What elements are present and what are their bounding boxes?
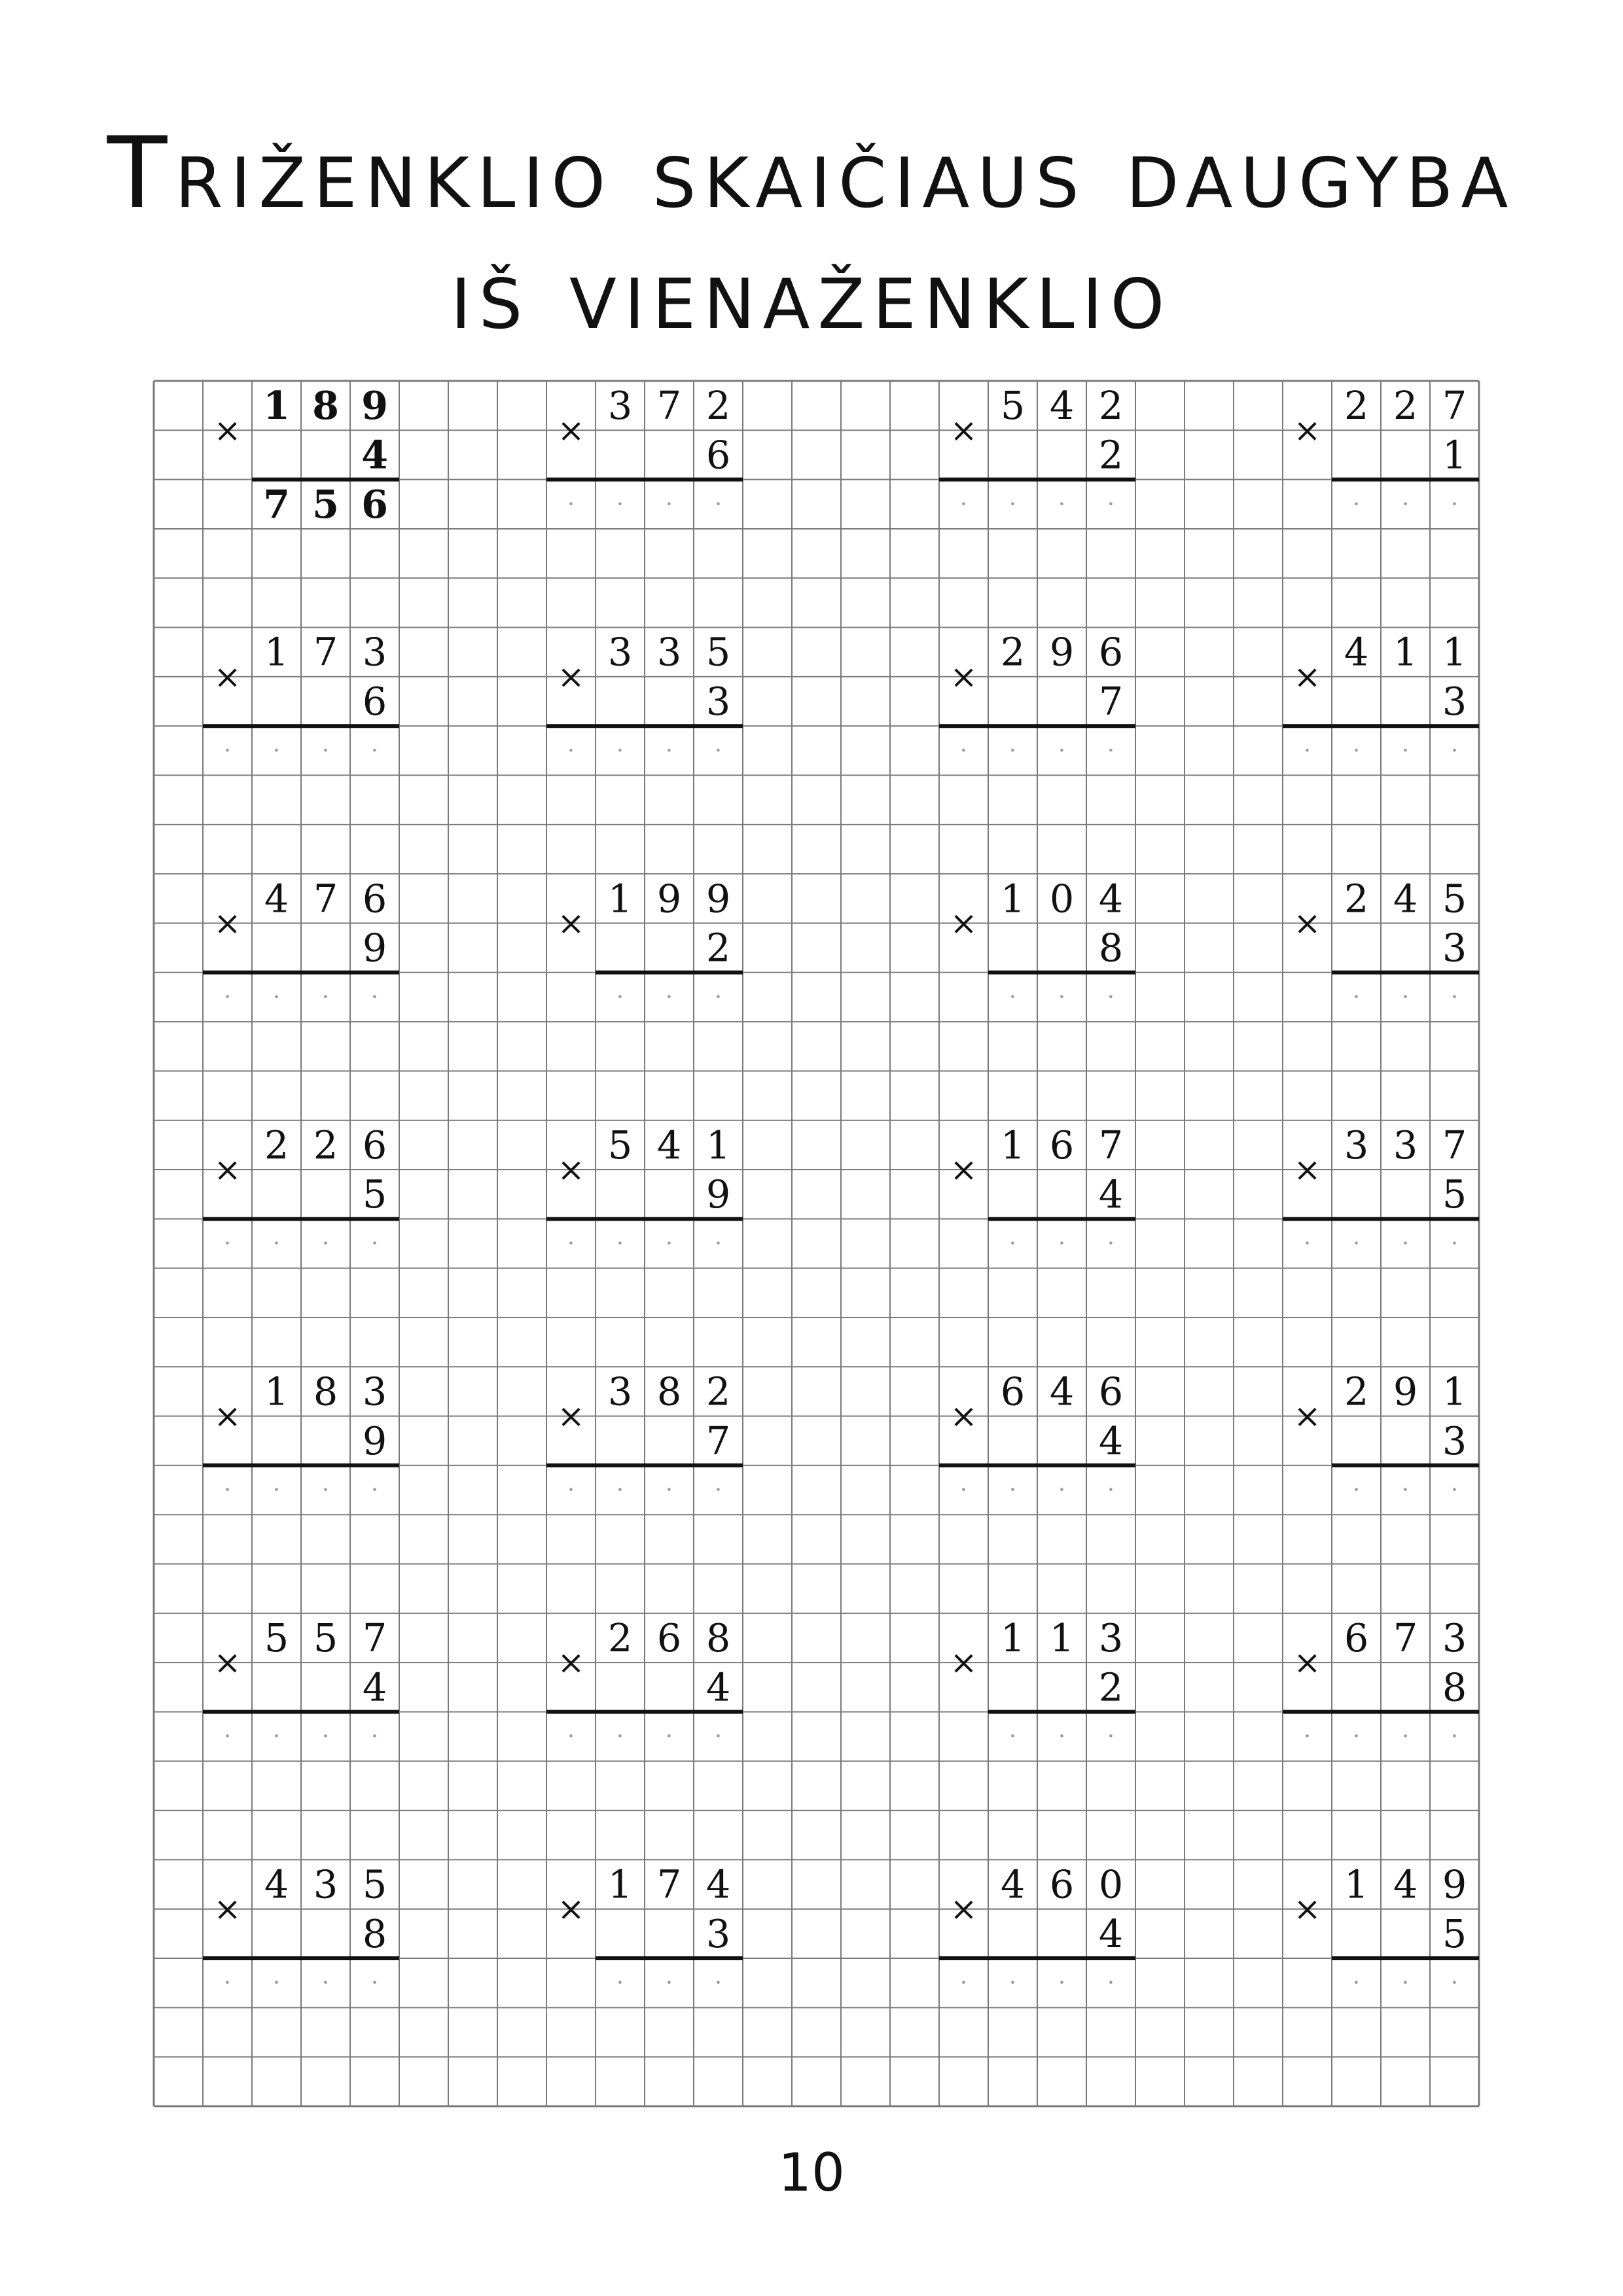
multiplicand-digit: 6 xyxy=(656,1615,682,1661)
answer-placeholder: · xyxy=(1107,983,1115,1011)
multiplier-digit: 9 xyxy=(705,1172,731,1217)
answer-placeholder: · xyxy=(1008,983,1017,1011)
multiplicand-digit: 4 xyxy=(264,876,289,922)
multiplier-digit: 4 xyxy=(1098,1418,1124,1463)
answer-placeholder: · xyxy=(1450,983,1459,1011)
multiply-sign: × xyxy=(1293,1397,1321,1435)
answer-placeholder: · xyxy=(321,1969,330,1997)
answer-placeholder: · xyxy=(1401,1723,1410,1750)
multiplicand-digit: 3 xyxy=(313,1861,338,1907)
answer-placeholder: · xyxy=(714,490,722,518)
multiplicand-digit: 9 xyxy=(361,383,388,429)
multiplicand-digit: 4 xyxy=(1098,876,1124,922)
product-digit: 6 xyxy=(361,481,388,527)
multiplicand-digit: 8 xyxy=(656,1369,682,1414)
answer-placeholder: · xyxy=(321,983,330,1011)
multiplicand-digit: 7 xyxy=(313,876,338,922)
product-digit: 7 xyxy=(263,481,290,527)
multiplicand-digit: 3 xyxy=(656,629,682,675)
multiply-sign: × xyxy=(950,904,978,942)
answer-placeholder: · xyxy=(272,1969,281,1997)
multiplicand-digit: 4 xyxy=(1049,383,1075,429)
answer-placeholder: · xyxy=(1058,1723,1066,1750)
answer-placeholder: · xyxy=(1107,1969,1115,1997)
answer-placeholder: · xyxy=(223,1477,232,1504)
multiplier-digit: 3 xyxy=(705,679,731,725)
answer-placeholder: · xyxy=(1008,490,1017,518)
multiplicand-digit: 6 xyxy=(1049,1122,1075,1168)
multiplicand-digit: 1 xyxy=(607,1861,633,1907)
multiplicand-digit: 7 xyxy=(1442,1122,1467,1168)
answer-placeholder: · xyxy=(959,737,968,764)
multiplicand-digit: 8 xyxy=(705,1615,731,1661)
multiply-sign: × xyxy=(557,1151,585,1189)
answer-placeholder: · xyxy=(370,983,379,1011)
multiplicand-digit: 6 xyxy=(362,876,387,922)
multiplicand-digit: 3 xyxy=(362,1369,387,1414)
answer-placeholder: · xyxy=(1352,1723,1361,1750)
answer-placeholder: · xyxy=(272,983,281,1011)
multiplier-digit: 9 xyxy=(362,925,387,971)
answer-placeholder: · xyxy=(272,1723,281,1750)
multiply-sign: × xyxy=(950,1151,978,1189)
answer-placeholder: · xyxy=(1401,1969,1410,1997)
multiply-sign: × xyxy=(1293,657,1321,696)
page-title-line-2: iš vienaženklio xyxy=(450,238,1173,351)
answer-placeholder: · xyxy=(1107,1477,1115,1504)
multiplier-digit: 2 xyxy=(705,925,731,971)
multiplier-digit: 2 xyxy=(1098,1664,1124,1710)
multiplicand-digit: 1 xyxy=(264,629,289,675)
multiplicand-digit: 2 xyxy=(1344,876,1369,922)
answer-placeholder: · xyxy=(616,1230,624,1257)
answer-placeholder: · xyxy=(321,1723,330,1750)
answer-placeholder: · xyxy=(321,737,330,764)
multiplicand-digit: 2 xyxy=(1098,383,1124,429)
multiply-sign: × xyxy=(213,1643,241,1682)
answer-placeholder: · xyxy=(1107,737,1115,764)
multiplicand-digit: 1 xyxy=(1049,1615,1075,1661)
answer-placeholder: · xyxy=(567,1230,575,1257)
answer-placeholder: · xyxy=(370,1230,379,1257)
answer-placeholder: · xyxy=(1450,1723,1459,1750)
multiplicand-digit: 3 xyxy=(1344,1122,1369,1168)
multiplier-digit: 8 xyxy=(1442,1664,1467,1710)
multiplicand-digit: 3 xyxy=(607,629,633,675)
multiplier-digit: 7 xyxy=(705,1418,731,1463)
multiplier-digit: 5 xyxy=(362,1172,387,1217)
multiplicand-digit: 1 xyxy=(1000,1615,1026,1661)
answer-placeholder: · xyxy=(1107,1723,1115,1750)
answer-placeholder: · xyxy=(714,1723,722,1750)
answer-placeholder: · xyxy=(223,1230,232,1257)
answer-placeholder: · xyxy=(616,1477,624,1504)
multiplicand-digit: 4 xyxy=(1393,1861,1418,1907)
multiply-sign: × xyxy=(1293,1643,1321,1682)
multiplicand-digit: 3 xyxy=(1442,1615,1467,1661)
answer-placeholder: · xyxy=(1058,1230,1066,1257)
answer-placeholder: · xyxy=(616,490,624,518)
multiplicand-digit: 5 xyxy=(607,1122,633,1168)
multiplier-digit: 2 xyxy=(1098,432,1124,478)
multiplier-digit: 4 xyxy=(705,1664,731,1710)
multiplier-digit: 8 xyxy=(362,1910,387,1956)
answer-placeholder: · xyxy=(1352,490,1361,518)
answer-placeholder: · xyxy=(567,1723,575,1750)
answer-placeholder: · xyxy=(616,1969,624,1997)
answer-placeholder: · xyxy=(1352,737,1361,764)
answer-placeholder: · xyxy=(616,1723,624,1750)
multiplier-digit: 3 xyxy=(1442,925,1467,971)
multiplicand-digit: 1 xyxy=(1393,629,1418,675)
answer-placeholder: · xyxy=(1401,490,1410,518)
multiplier-digit: 4 xyxy=(1098,1910,1124,1956)
answer-placeholder: · xyxy=(1008,1969,1017,1997)
grid-lines xyxy=(154,381,1479,2106)
answer-placeholder: · xyxy=(272,1477,281,1504)
multiply-sign: × xyxy=(557,1643,585,1682)
multiplicand-digit: 3 xyxy=(1393,1122,1418,1168)
answer-placeholder: · xyxy=(567,737,575,764)
multiplicand-digit: 1 xyxy=(1442,629,1467,675)
multiplicand-digit: 4 xyxy=(264,1861,289,1907)
multiply-sign: × xyxy=(557,904,585,942)
answer-placeholder: · xyxy=(223,1723,232,1750)
multiply-sign: × xyxy=(557,411,585,450)
answer-placeholder: · xyxy=(959,1969,968,1997)
answer-placeholder: · xyxy=(1450,490,1459,518)
answer-placeholder: · xyxy=(1450,1477,1459,1504)
multiply-sign: × xyxy=(213,1397,241,1435)
multiplicand-digit: 6 xyxy=(362,1122,387,1168)
multiplicand-digit: 2 xyxy=(1393,383,1418,429)
multiplier-digit: 4 xyxy=(1098,1172,1124,1217)
answer-placeholder: · xyxy=(1450,737,1459,764)
answer-placeholder: · xyxy=(959,1477,968,1504)
multiply-sign: × xyxy=(950,411,978,450)
answer-placeholder: · xyxy=(714,1230,722,1257)
answer-placeholder: · xyxy=(665,983,673,1011)
multiply-sign: × xyxy=(950,1397,978,1435)
multiplier-digit: 3 xyxy=(705,1910,731,1956)
multiplicand-digit: 7 xyxy=(1393,1615,1418,1661)
multiply-sign: × xyxy=(950,657,978,696)
answer-placeholder: · xyxy=(616,983,624,1011)
multiplicand-digit: 5 xyxy=(1000,383,1026,429)
multiplicand-digit: 4 xyxy=(656,1122,682,1168)
answer-placeholder: · xyxy=(1401,1477,1410,1504)
multiplicand-digit: 8 xyxy=(313,1369,338,1414)
multiply-sign: × xyxy=(557,657,585,696)
multiplicand-digit: 9 xyxy=(1049,629,1075,675)
answer-placeholder: · xyxy=(665,490,673,518)
multiplicand-digit: 4 xyxy=(1344,629,1369,675)
answer-placeholder: · xyxy=(223,737,232,764)
answer-placeholder: · xyxy=(1058,1969,1066,1997)
multiplicand-digit: 1 xyxy=(607,876,633,922)
multiplicand-digit: 4 xyxy=(1000,1861,1026,1907)
multiplicand-digit: 3 xyxy=(1098,1615,1124,1661)
answer-placeholder: · xyxy=(1008,1477,1017,1504)
answer-placeholder: · xyxy=(1008,737,1017,764)
answer-placeholder: · xyxy=(714,1477,722,1504)
answer-placeholder: · xyxy=(1008,1723,1017,1750)
multiplier-digit: 3 xyxy=(1442,679,1467,725)
answer-placeholder: · xyxy=(1352,983,1361,1011)
multiplier-digit: 6 xyxy=(705,432,731,478)
answer-placeholder: · xyxy=(1008,1230,1017,1257)
multiplier-digit: 9 xyxy=(362,1418,387,1463)
multiplicand-digit: 7 xyxy=(656,1861,682,1907)
multiplicand-digit: 7 xyxy=(362,1615,387,1661)
answer-placeholder: · xyxy=(1352,1969,1361,1997)
multiplicand-digit: 6 xyxy=(1000,1369,1026,1414)
multiplicand-digit: 6 xyxy=(1344,1615,1369,1661)
answer-placeholder: · xyxy=(272,737,281,764)
answer-placeholder: · xyxy=(1450,1230,1459,1257)
multiplicand-digit: 1 xyxy=(705,1122,731,1168)
multiplier-digit: 3 xyxy=(1442,1418,1467,1463)
multiplicand-digit: 4 xyxy=(1049,1369,1075,1414)
product-digit: 5 xyxy=(312,481,339,527)
multiplier-digit: 5 xyxy=(1442,1910,1467,1956)
answer-placeholder: · xyxy=(714,1969,722,1997)
multiplicand-digit: 1 xyxy=(1442,1369,1467,1414)
multiplicand-digit: 5 xyxy=(264,1615,289,1661)
answer-placeholder: · xyxy=(665,1230,673,1257)
multiplier-digit: 8 xyxy=(1098,925,1124,971)
page-number: 10 xyxy=(778,2142,845,2203)
multiply-sign: × xyxy=(1293,1151,1321,1189)
answer-placeholder: · xyxy=(1401,737,1410,764)
answer-placeholder: · xyxy=(1058,1477,1066,1504)
answer-placeholder: · xyxy=(1058,983,1066,1011)
answer-placeholder: · xyxy=(714,983,722,1011)
multiply-sign: × xyxy=(1293,904,1321,942)
answer-placeholder: · xyxy=(1303,737,1311,764)
multiply-sign: × xyxy=(213,904,241,942)
multiplier-digit: 6 xyxy=(362,679,387,725)
multiplicand-digit: 7 xyxy=(656,383,682,429)
answer-placeholder: · xyxy=(1401,1230,1410,1257)
multiplicand-digit: 9 xyxy=(656,876,682,922)
multiply-sign: × xyxy=(213,1151,241,1189)
multiply-sign: × xyxy=(557,1397,585,1435)
answer-placeholder: · xyxy=(665,1969,673,1997)
multiplicand-digit: 9 xyxy=(1442,1861,1467,1907)
multiplicand-digit: 7 xyxy=(1098,1122,1124,1168)
answer-placeholder: · xyxy=(665,1477,673,1504)
multiplicand-digit: 0 xyxy=(1098,1861,1124,1907)
multiplicand-digit: 9 xyxy=(1393,1369,1418,1414)
page-title-line-1: Triženklio skaičiaus daugyba xyxy=(107,117,1516,230)
answer-placeholder: · xyxy=(223,1969,232,1997)
answer-placeholder: · xyxy=(1401,983,1410,1011)
multiplicand-digit: 2 xyxy=(607,1615,633,1661)
answer-placeholder: · xyxy=(321,1477,330,1504)
multiplicand-digit: 3 xyxy=(607,383,633,429)
multiplicand-digit: 6 xyxy=(1049,1861,1075,1907)
multiplicand-digit: 8 xyxy=(312,383,339,429)
multiplicand-digit: 3 xyxy=(607,1369,633,1414)
multiplicand-digit: 9 xyxy=(705,876,731,922)
multiplicand-digit: 1 xyxy=(1000,1122,1026,1168)
answer-placeholder: · xyxy=(223,983,232,1011)
multiplicand-digit: 2 xyxy=(1344,1369,1369,1414)
multiplier-digit: 7 xyxy=(1098,679,1124,725)
answer-placeholder: · xyxy=(1107,1230,1115,1257)
answer-placeholder: · xyxy=(370,1969,379,1997)
answer-placeholder: · xyxy=(321,1230,330,1257)
answer-placeholder: · xyxy=(567,1477,575,1504)
multiply-sign: × xyxy=(557,1890,585,1928)
answer-placeholder: · xyxy=(1450,1969,1459,1997)
answer-placeholder: · xyxy=(370,1723,379,1750)
multiply-sign: × xyxy=(213,411,241,450)
multiplicand-digit: 7 xyxy=(313,629,338,675)
multiply-sign: × xyxy=(950,1643,978,1682)
answer-placeholder: · xyxy=(616,737,624,764)
answer-placeholder: · xyxy=(1352,1477,1361,1504)
answer-placeholder: · xyxy=(370,737,379,764)
answer-placeholder: · xyxy=(1058,490,1066,518)
answer-placeholder: · xyxy=(665,1723,673,1750)
answer-placeholder: · xyxy=(1303,1723,1311,1750)
multiplicand-digit: 7 xyxy=(1442,383,1467,429)
answer-placeholder: · xyxy=(665,737,673,764)
multiplicand-digit: 6 xyxy=(1098,629,1124,675)
multiplicand-digit: 6 xyxy=(1098,1369,1124,1414)
multiply-sign: × xyxy=(1293,411,1321,450)
multiplier-digit: 5 xyxy=(1442,1172,1467,1217)
multiplier-digit: 4 xyxy=(362,1664,387,1710)
answer-placeholder: · xyxy=(272,1230,281,1257)
multiplicand-digit: 2 xyxy=(705,383,731,429)
answer-placeholder: · xyxy=(370,1477,379,1504)
multiplicand-digit: 2 xyxy=(705,1369,731,1414)
answer-placeholder: · xyxy=(959,490,968,518)
answer-placeholder: · xyxy=(1352,1230,1361,1257)
multiplicand-digit: 5 xyxy=(313,1615,338,1661)
answer-placeholder: · xyxy=(1107,490,1115,518)
answer-placeholder: · xyxy=(1303,1230,1311,1257)
multiplier-digit: 1 xyxy=(1442,432,1467,478)
multiply-sign: × xyxy=(950,1890,978,1928)
multiplicand-digit: 1 xyxy=(263,383,290,429)
multiplicand-digit: 5 xyxy=(1442,876,1467,922)
answer-placeholder: · xyxy=(714,737,722,764)
multiplicand-digit: 1 xyxy=(1000,876,1026,922)
multiply-sign: × xyxy=(1293,1890,1321,1928)
multiplicand-digit: 0 xyxy=(1049,876,1075,922)
answer-placeholder: · xyxy=(567,490,575,518)
multiplicand-digit: 1 xyxy=(264,1369,289,1414)
multiplicand-digit: 3 xyxy=(362,629,387,675)
multiplicand-digit: 5 xyxy=(362,1861,387,1907)
multiplicand-digit: 2 xyxy=(1344,383,1369,429)
multiplicand-digit: 5 xyxy=(705,629,731,675)
multiplicand-digit: 2 xyxy=(264,1122,289,1168)
multiplicand-digit: 2 xyxy=(1000,629,1026,675)
multiplicand-digit: 1 xyxy=(1344,1861,1369,1907)
multiplicand-digit: 4 xyxy=(1393,876,1418,922)
multiply-sign: × xyxy=(213,1890,241,1928)
answer-placeholder: · xyxy=(1058,737,1066,764)
multiplicand-digit: 4 xyxy=(705,1861,731,1907)
multiply-sign: × xyxy=(213,657,241,696)
multiplier-digit: 4 xyxy=(361,432,388,478)
multiplicand-digit: 2 xyxy=(313,1122,338,1168)
